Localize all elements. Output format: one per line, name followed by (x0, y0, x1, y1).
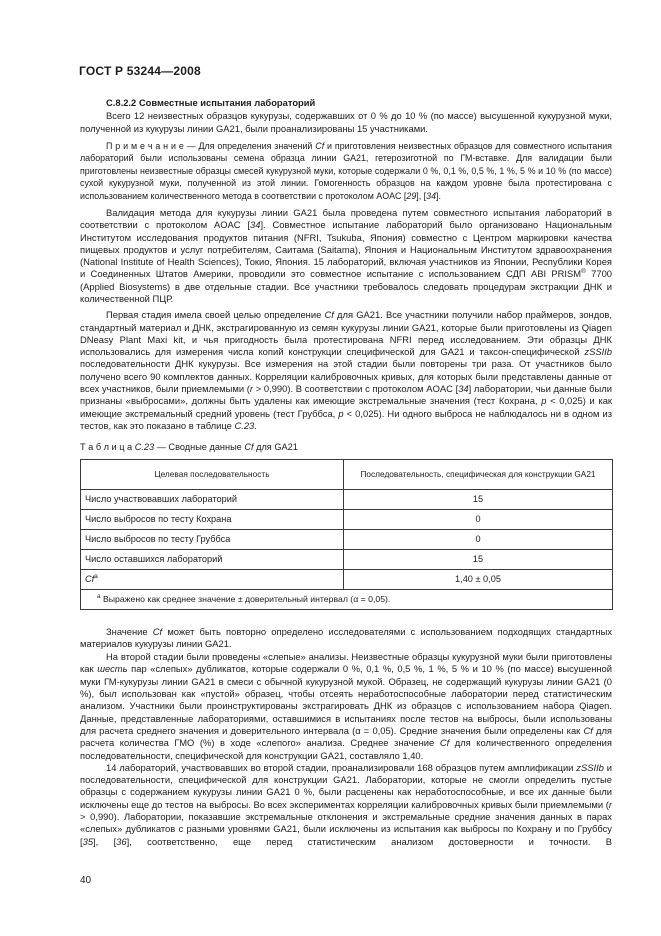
text-run: ]. Совместное испытание лабораторий было организовано Национальным Институтом исследования продуктов питания (NFRI, Tsukuba, Япония) совместно с Центром маркировки качества пищевых продуктов и услуг потребителям, Саитама (Saitama), Япония и Национальным Институтом здравоохранения (National Institute of Health Sciences), Токио, Япония. 15 лабораторий, включая участников из Японии, Республики Корея и Соединенных Штатов Америки, проводили это совместное испытание с использованием СДП ABI PRISM (80, 219, 613, 280)
text-run: пар «слепых» дубликатов, которые содержали 0 %, 0,1 %, 0,5 %, 1 %, 5 % и 10 % (по массе) высушенной муки ГМ-кукурузы линии GA21 в смеси с обычной кукурузной мукой. Образец, не содержащий кукурузы линии GA21 (0 %), был использован как «пустой» образец, чтобы отсеять неработоспособные лаборатории перед статистическим анализом. Участники были проинструктированы экстрагировать ДНК из образцов с использованием набора Qiagen. Данные, представленные лабораториями, оставшимися в испытаниях после тестов на выбросы, были использованы для расчета среднего значения и доверительного интервала (α = 0,05). Средние значения были определены как (80, 663, 613, 736)
table-row (81, 489, 613, 509)
text-run: для расчета количества ГМО (%) в ходе «слепого» анализа. Среднее значение (80, 724, 612, 749)
italic-term: r (608, 798, 612, 810)
text-run: На второй стадии были проведены «слепые» анализы. Неизвестные образцы кукурузной муки были приготовлены как (80, 651, 612, 675)
document-code-header: ГОСТ Р 53244—2008 (79, 64, 201, 78)
table-cell-value: 15 (344, 549, 613, 569)
table-cell-label (81, 549, 344, 569)
text-run: ]. (436, 190, 441, 201)
table-header-row (81, 459, 613, 489)
section-heading: С.8.2.2 Совместные испытания лабораторий (106, 97, 316, 108)
table-cell-value: 15 (344, 489, 613, 509)
table-footnote (81, 589, 613, 609)
text-run: — Сводные данные (154, 442, 245, 453)
text-run: Всего 12 неизвестных образцов кукурузы, содержавших от 0 % до 10 % (по массе) высушенной кукурузной муки, полученной из кукурузы линии GA21, были проанализированы 15 участниками. (80, 110, 612, 134)
italic-term: Cf (439, 737, 450, 749)
table-cell-label (81, 509, 344, 529)
table-header-cell: Целевая последовательность (81, 459, 344, 489)
text-run: для GA21. Все участники получили набор праймеров, зондов, стандартный материал и ДНК, экстрагированную из семян кукурузы линии GA21, которые были приготовлены из Qiagen DNeasy Plant Maxi kit, и чья пригодность была протестирована NFRI перед исследованием. Эти образцы ДНК использовались для измерения числа копий конструкции специфической для GA21 и таксон-специфической (80, 309, 612, 358)
text-run: Число участвовавших лабораторий (85, 493, 238, 504)
paragraph-outlier-analysis (80, 762, 612, 848)
paragraph-second-stage (80, 651, 612, 762)
text-run: П р и м е ч а н и е — Для определения значений (106, 140, 316, 151)
italic-term: 34 (426, 190, 437, 201)
italic-term: Cf (315, 140, 325, 151)
text-run: может быть повторно определено исследователями с использованием подходящих стандартных материалов кукурузы линии GA21. (80, 625, 613, 649)
table-cell-label (81, 529, 344, 549)
text-run: Значение (106, 625, 153, 637)
text-run: ] лаборатории, чьи данные были признаны «выбросами», должны быть удалены как имеющие экстремальные значения (тест Кохрана, (80, 383, 612, 407)
text-run: Число выбросов по тесту Груббса (85, 533, 231, 544)
table-cell-label (81, 489, 344, 509)
table-row (81, 509, 613, 529)
table-cell-label (81, 569, 344, 589)
italic-term: 34 (458, 383, 469, 395)
note-paragraph (80, 140, 612, 202)
table-cell-value: 1,40 ± 0,05 (344, 569, 613, 589)
italic-term: zSSIIb (576, 761, 604, 773)
italic-term: 29 (406, 190, 417, 201)
italic-term: С.23 (234, 419, 255, 431)
italic-term: Cf (244, 442, 254, 453)
table-row (81, 529, 613, 549)
table-row (81, 549, 613, 569)
italic-term: шесть (97, 663, 128, 675)
paragraph-intro (80, 110, 612, 135)
text-run: Т а б л и ц а (80, 442, 135, 453)
page-number: 40 (80, 875, 92, 886)
text-run: ], [ (93, 835, 117, 847)
text-run: > 0,990). В соответствии с протоколом AOAC [ (253, 383, 459, 395)
text-run: Валидация метода для кукурузы линии GA21 была проведена путем совместного испытания лабораторий в соответствии с протоколом AOAC [ (80, 206, 612, 231)
superscript-mark: ® (581, 268, 586, 276)
text-run: последовательности ДНК кукурузы. Все измерения на этой стадии были повторены три раза. От участников было получено всего 90 комплектов данных. Корреляции калибровочных кривых, для которых были представлены данные от всех участников, были приемлемыми ( (80, 358, 612, 395)
text-run: Число оставшихся лабораторий (85, 553, 223, 564)
italic-term: p (338, 407, 344, 419)
italic-term: С.23 (134, 442, 155, 453)
italic-term: Cf (324, 309, 334, 321)
text-run: 7700 (Applied Biosystems) в две отдельные стадии. Все участники требовалось следовать процедурам экстракции ДНК и количественной ПЦР. (80, 268, 612, 304)
italic-term: p (541, 395, 547, 407)
table-caption (80, 441, 612, 453)
table-cell-value: 0 (344, 509, 613, 529)
text-run: Первая стадия имела своей целью определение (106, 309, 325, 321)
superscript-mark: a (94, 572, 98, 580)
cf-summary-table (80, 459, 613, 610)
italic-term: 34 (250, 219, 261, 231)
italic-term: 36 (116, 835, 127, 847)
text-run: для GA21 (253, 442, 298, 453)
text-run: < 0,025). Ни одного выброса не наблюдалось ни в одном из тестов, как это показано в таблице (80, 407, 612, 431)
italic-term: Cf (152, 625, 163, 637)
table-footnote-row (81, 589, 613, 609)
text-run: ], соответственно, еще перед статистическим анализом достоверности и точности. В (126, 835, 612, 847)
italic-term: zSSIIb (584, 346, 612, 358)
italic-term: Cf (85, 573, 95, 584)
text-run: < 0,025) и как имеющие экстремальный средний уровень (тест Груббса, (80, 395, 613, 419)
table-header-cell: Последовательность, специфическая для конструкции GA21 (344, 459, 613, 489)
italic-term: r (249, 383, 254, 395)
paragraph-cf-redetermination (80, 626, 612, 651)
text-run: Выражено как среднее значение ± доверительный интервал (α = 0,05). (100, 593, 391, 604)
text-run: ], [ (416, 190, 427, 201)
superscript-mark: a (97, 592, 101, 600)
text-run: > 0,990). Лаборатории, показавшие экстремальные отклонения и экстремальные средние значения данных в парах «слепых» дубликатов с разными уровнями GA21, были исключены из испытания как выбросы по Кохрану и по Груббсу [ (80, 811, 612, 847)
table-row (81, 569, 613, 589)
text-run: и последовательности, специфической для конструкции GA21. Лаборатории, которые не смогли определить пустые образцы с содержанием кукурузы линии GA21 0 %, были расценены как неработоспособные, и все их данные были исключены еще до тестов на выбросы. Во всех экспериментах корреляции калибровочных кривых были приемлемыми ( (80, 761, 613, 810)
text-run: 14 лабораторий, участвовавших во второй стадии, проанализировали 168 образцов путем амплификации (106, 761, 577, 773)
text-run: . (254, 419, 257, 431)
text-run: для количественного определения последовательности, специфической для конструкции GA21, составляло 1,40. (80, 737, 612, 761)
text-run: Число выбросов по тесту Кохрана (85, 513, 232, 524)
table-cell-value: 0 (344, 529, 613, 549)
page-content (80, 97, 612, 848)
paragraph-validation (80, 207, 612, 305)
italic-term: 35 (82, 835, 94, 847)
paragraph-first-stage (80, 309, 612, 432)
italic-term: Cf (583, 724, 593, 736)
text-run: и приготовления неизвестных образцов для совместного испытания лабораторий были использованы семена образца линии GA21, гетерозиготной по ГМ-вставке. Для валидации были приготовлены неизвестные образцы смесей кукурузной муки, которые содержали 0 %, 0,1 %, 0,5 %, 1 %, 5 % и 10 % (по массе) сухой кукурузной муки, полученной из этой линии. Гомогенность образцов на каждом уровне была протестирована с использованием количественного метода в соответствии с протоколом AOAC [ (80, 140, 612, 201)
